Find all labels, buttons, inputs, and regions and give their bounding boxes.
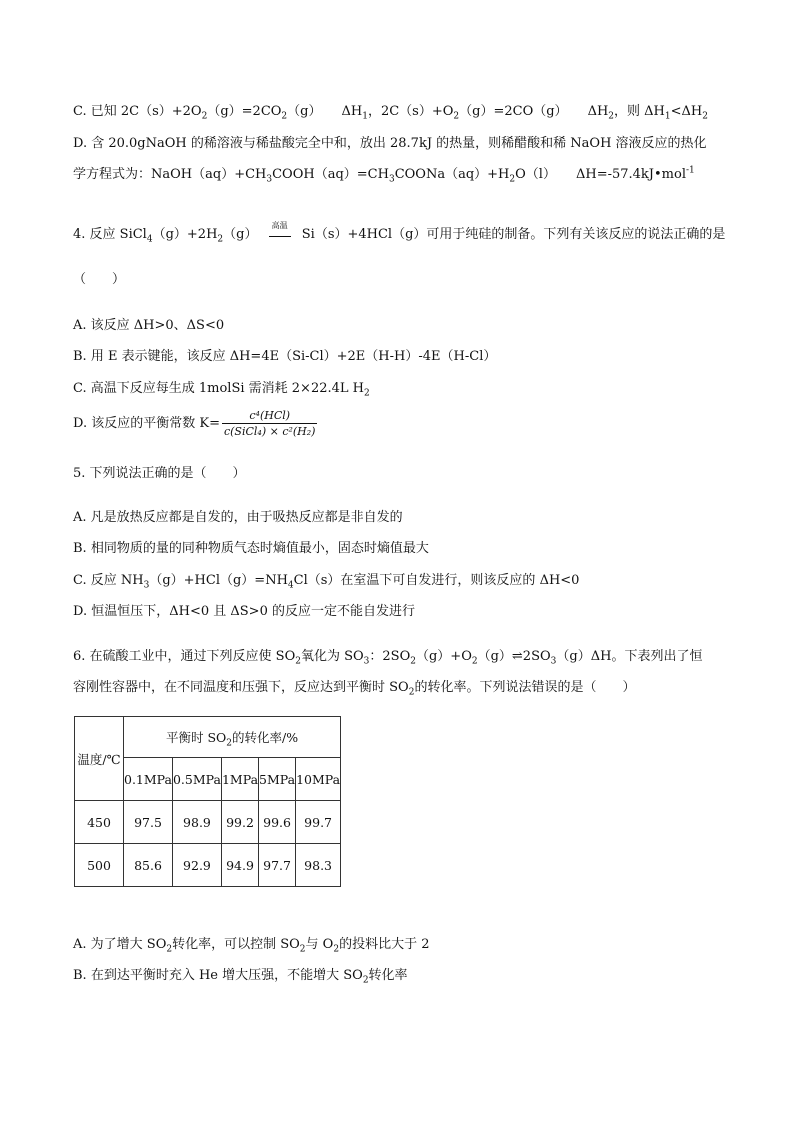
q3-c-text: ，则 ΔH	[614, 104, 665, 119]
temperature-header: 温度/℃	[75, 717, 124, 801]
value-cell: 98.3	[296, 844, 341, 887]
q6-stem-line2: 容刚性容器中，在不同温度和压强下，反应达到平衡时 $SO_2$的转化率。下列说法错误的是（ ）	[73, 680, 636, 698]
q4-option-c: C. 高温下反应每生成 1molSi 需消耗 2×22.4L $H_2$	[73, 381, 370, 399]
conversion-header: 平衡时 $SO_2$的转化率/%	[124, 717, 341, 758]
conversion-header-text: 平衡时 SO	[165, 730, 227, 745]
q3-c-text: （g）=2CO	[207, 104, 282, 119]
q5-stem: 5. 下列说法正确的是（ ）	[73, 466, 246, 481]
temperature-cell: 450	[75, 801, 124, 844]
q3-d-text: COONa（aq）+H	[394, 167, 510, 182]
value-cell: 99.7	[296, 801, 341, 844]
q3-c-text: ΔH	[341, 104, 363, 119]
q3-d-sup: -1	[686, 165, 695, 176]
conversion-rate-table	[74, 716, 341, 887]
q6-option-b: B. 在到达平衡时充入 He 增大压强，不能增大 $SO_2$转化率	[73, 968, 408, 986]
q5-option-a: A. 凡是放热反应都是自发的，由于吸热反应都是非自发的	[73, 510, 403, 525]
q6-b-text: B. 在到达平衡时充入 He 增大压强，不能增大 SO	[73, 968, 363, 983]
table-row	[75, 801, 341, 844]
q6-text: 的转化率。下列说法错误的是（ ）	[414, 680, 636, 695]
value-cell: 97.5	[124, 801, 173, 844]
q3-option-d-line1: D. 含 20.0gNaOH 的稀溶液与稀盐酸完全中和，放出 28.7kJ 的热量，则稀醋酸和稀 NaOH 溶液反应的热化	[73, 136, 707, 151]
q3-d-text: O（l）	[515, 167, 556, 182]
q4-option-b: B. 用 E 表示键能，该反应 ΔH=4E（Si-Cl）+2E（H-H）-4E（H-Cl）	[73, 349, 497, 364]
q6-text: 6. 在硫酸工业中，通过下列反应使 SO	[73, 649, 296, 664]
q3-c-text: ，2C（s）+O	[367, 104, 454, 119]
q6-option-a: A. 为了增大 $SO_2$转化率，可以控制 $SO_2$与 $O_2$的投料比大于 2	[73, 937, 430, 955]
q4-text: Si（s）+4HCl（g）可用于纯硅的制备。下列有关该反应的说法正确的是	[301, 227, 726, 242]
value-cell: 99.2	[221, 801, 258, 844]
conversion-header-text: 的转化率/%	[232, 730, 299, 745]
q6-text: （g）ΔH。下表列出了恒	[556, 649, 703, 664]
q4-option-a: A. 该反应 ΔH>0、ΔS<0	[73, 318, 225, 333]
q5-c-text: （g）+HCl（g）=NH	[149, 573, 288, 588]
q3-d-text: ΔH=-57.4kJ•mol	[575, 167, 686, 182]
q4-d-text: D. 该反应的平衡常数 K=	[73, 416, 220, 431]
q3-option-c: C. 已知 $2C(s)+2O_2(g)=2CO_2(g)$ $\Delta H_1$，$2C(s)+O_2(g)=2CO(g)$ $\Delta H_2$，则 $\Delta H_1<\Delta H_2$	[73, 104, 708, 122]
reaction-condition: 高温	[271, 220, 288, 230]
q6-text: 氧化为 SO	[300, 649, 364, 664]
q3-c-text: （g）	[287, 104, 322, 119]
q3-c-text: ΔH	[587, 104, 609, 119]
q3-c-text: C. 已知 2C（s）+2O	[73, 104, 202, 119]
q6-a-text: 与 O	[305, 937, 334, 952]
table-row	[75, 844, 341, 887]
temperature-cell: 500	[75, 844, 124, 887]
equilibrium-constant-fraction	[222, 408, 318, 439]
q6-text: 容刚性容器中，在不同温度和压强下，反应达到平衡时 SO	[73, 680, 409, 695]
q6-a-text: 转化率，可以控制 SO	[172, 937, 300, 952]
q3-c-text: <ΔH	[670, 104, 703, 119]
pressure-header: 10MPa	[296, 758, 341, 801]
value-cell: 98.9	[172, 801, 221, 844]
q3-c-text: （g）=2CO（g）	[459, 104, 568, 119]
q6-b-text: 转化率	[368, 968, 408, 983]
pressure-header: 5MPa	[259, 758, 296, 801]
q3-d-text: 学方程式为：NaOH（aq）+CH	[73, 167, 267, 182]
q5-option-c: C. 反应 $NH_3(g)+HCl(g)=NH_4Cl(s)$在室温下可自发进行，则该反应的 ΔH<0	[73, 573, 580, 591]
q4-c-text: C. 高温下反应每生成 1molSi 需消耗 2×22.4L H	[73, 381, 365, 396]
q4-text: 4. 反应 SiCl	[73, 227, 147, 242]
q6-a-text: A. 为了增大 SO	[73, 937, 167, 952]
value-cell: 94.9	[221, 844, 258, 887]
q6-text: （g）+O	[415, 649, 472, 664]
pressure-header: 0.5MPa	[172, 758, 221, 801]
q5-c-text: Cl（s）在室温下可自发进行，则该反应的 ΔH<0	[293, 573, 580, 588]
q4-paren: （ ）	[73, 272, 126, 287]
fraction-numerator: c⁴(HCl)	[222, 408, 318, 424]
q5-option-b: B. 相同物质的量的同种物质气态时熵值最小，固态时熵值最大	[73, 541, 429, 556]
value-cell: 85.6	[124, 844, 173, 887]
pressure-header: 1MPa	[221, 758, 258, 801]
q6-text: （g）⇌2SO	[477, 649, 551, 664]
value-cell: 97.7	[259, 844, 296, 887]
q4-text: （g）	[223, 227, 258, 242]
q5-option-d: D. 恒温恒压下，ΔH<0 且 ΔS>0 的反应一定不能自发进行	[73, 604, 415, 619]
q4-text: （g）+2H	[152, 227, 218, 242]
value-cell: 92.9	[172, 844, 221, 887]
value-cell: 99.6	[259, 801, 296, 844]
reaction-condition-arrow	[266, 220, 294, 243]
q6-a-text: 的投料比大于 2	[339, 937, 430, 952]
q3-d-text: COOH（aq）=CH	[272, 167, 389, 182]
q6-text: ：2SO	[369, 649, 411, 664]
pressure-header: 0.1MPa	[124, 758, 173, 801]
q5-c-text: C. 反应 NH	[73, 573, 144, 588]
q3-option-d-line2: 学方程式为：$NaOH(aq)+CH_3COOH(aq)=CH_3COONa(aq)+H_2O(l)$ ΔH=-57.4kJ•mol$^{-1}$	[73, 165, 695, 185]
q6-stem-line1: 6. 在硫酸工业中，通过下列反应使 $SO_2$氧化为 $SO_3$：$2SO_2(g)+O_2(g)\rightleftharpoons 2SO_3(g)\Delta H$。下表列出了恒	[73, 649, 703, 667]
fraction-denominator: c(SiCl₄) × c²(H₂)	[223, 425, 316, 438]
q4-stem: 4. 反应 $SiCl_4(g)+2H_2(g)$ 高温 Si（s）+4HCl（g）可用于纯硅的制备。下列有关该反应的说法正确的是	[73, 226, 725, 244]
q4-option-d	[73, 408, 317, 439]
